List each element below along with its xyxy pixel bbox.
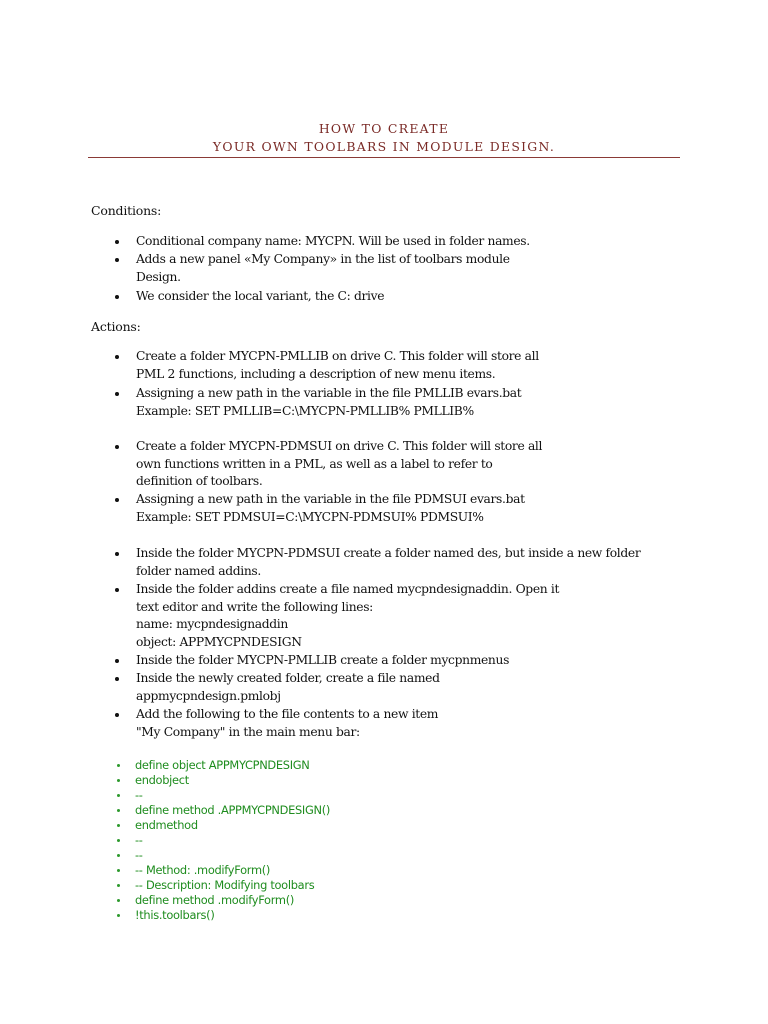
list-item-line: Inside the folder MYCPN-PMLLIB create a folder mycpnmenus: [136, 653, 510, 667]
bullet-icon: [115, 392, 119, 396]
list-item-line: Example: SET PMLLIB=C:\MYCPN-PMLLIB% PMLLIB%: [136, 403, 474, 418]
bullet-icon: [115, 713, 119, 717]
list-item-line: text editor and write the following lines:: [136, 599, 373, 614]
document-title-line-1: HOW TO CREATE: [318, 121, 450, 136]
code-line-text: --: [135, 788, 143, 802]
code-line-text: -- Description: Modifying toolbars: [135, 878, 315, 892]
code-line-text: define method .modifyForm(): [135, 893, 294, 907]
bullet-icon: [117, 779, 120, 782]
list-item-line: Example: SET PDMSUI=C:\MYCPN-PDMSUI% PDMSUI%: [136, 509, 484, 524]
code-line-text: endmethod: [135, 818, 198, 832]
bullet-icon: [115, 295, 119, 299]
list-item-line: Create a folder MYCPN-PDMSUI on drive C. This folder will store all: [136, 439, 543, 453]
conditions-heading: Conditions:: [91, 203, 162, 218]
list-item-line: object: APPMYCPNDESIGN: [136, 634, 302, 649]
list-item-text: [136, 348, 539, 383]
bullet-icon: [115, 240, 119, 244]
bullet-icon: [115, 258, 119, 262]
code-line-text: endobject: [135, 773, 189, 787]
bullet-icon: [115, 552, 119, 556]
list-item-line: Inside the folder addins create a file named mycpndesignaddin. Open it: [136, 582, 560, 596]
list-item-line: definition of toolbars.: [136, 474, 263, 489]
list-item-line: folder named addins.: [136, 563, 261, 578]
list-item-text: [136, 706, 438, 741]
bullet-icon: [115, 355, 119, 359]
list-item-line: "My Company" in the main menu bar:: [136, 724, 360, 739]
code-line-text: -- Method: .modifyForm(): [135, 863, 271, 877]
bullet-icon: [117, 764, 120, 767]
list-item-text: [136, 545, 640, 580]
list-item-line: We consider the local variant, the C: drive: [136, 289, 385, 303]
list-item-text: [136, 251, 510, 286]
list-item-line: Assigning a new path in the variable in the file PMLLIB evars.bat: [136, 386, 522, 400]
title-underline: [88, 157, 680, 158]
list-item-line: name: mycpndesignaddin: [136, 617, 288, 632]
code-line-text: --: [135, 833, 143, 847]
list-item-text: [136, 385, 521, 420]
code-line-text: !this.toolbars(): [135, 908, 215, 922]
document-title-line-2: YOUR OWN TOOLBARS IN MODULE DESIGN.: [212, 139, 556, 154]
list-item-line: Inside the folder MYCPN-PDMSUI create a folder named des, but inside a new folder: [136, 546, 641, 560]
list-item-line: Assigning a new path in the variable in the file PDMSUI evars.bat: [136, 492, 525, 506]
bullet-icon: [117, 809, 120, 812]
bullet-icon: [117, 794, 120, 797]
list-item-line: Conditional company name: MYCPN. Will be used in folder names.: [136, 234, 530, 248]
bullet-icon: [117, 884, 120, 887]
bullet-icon: [117, 869, 120, 872]
list-item-line: Inside the newly created folder, create a file named: [136, 671, 440, 685]
list-item-line: Create a folder MYCPN-PMLLIB on drive C. This folder will store all: [136, 349, 539, 363]
list-item-text: [136, 652, 509, 670]
list-item-text: [136, 438, 542, 491]
bullet-icon: [117, 854, 120, 857]
list-item-line: Adds a new panel «My Company» in the list of toolbars module: [136, 252, 510, 266]
list-item-text: [136, 288, 384, 306]
list-item-line: PML 2 functions, including a description of new menu items.: [136, 366, 496, 381]
list-item-line: own functions written in a PML, as well as a label to refer to: [136, 456, 493, 471]
list-item-text: [136, 581, 559, 651]
list-item-text: [136, 491, 525, 526]
bullet-icon: [117, 824, 120, 827]
actions-heading: Actions:: [91, 319, 141, 334]
bullet-icon: [115, 445, 119, 449]
list-item-line: appmycpndesign.pmlobj: [136, 688, 281, 703]
code-line-text: define method .APPMYCPNDESIGN(): [135, 803, 331, 817]
list-item-line: Design.: [136, 269, 181, 284]
bullet-icon: [117, 914, 120, 917]
list-item-text: [136, 233, 530, 251]
list-item-text: [136, 670, 440, 705]
list-item-line: Add the following to the file contents to a new item: [136, 707, 439, 721]
code-line-text: define object APPMYCPNDESIGN: [135, 758, 310, 772]
bullet-icon: [117, 839, 120, 842]
code-line-text: --: [135, 848, 143, 862]
bullet-icon: [115, 588, 119, 592]
bullet-icon: [115, 498, 119, 502]
bullet-icon: [117, 899, 120, 902]
bullet-icon: [115, 659, 119, 663]
bullet-icon: [115, 677, 119, 681]
